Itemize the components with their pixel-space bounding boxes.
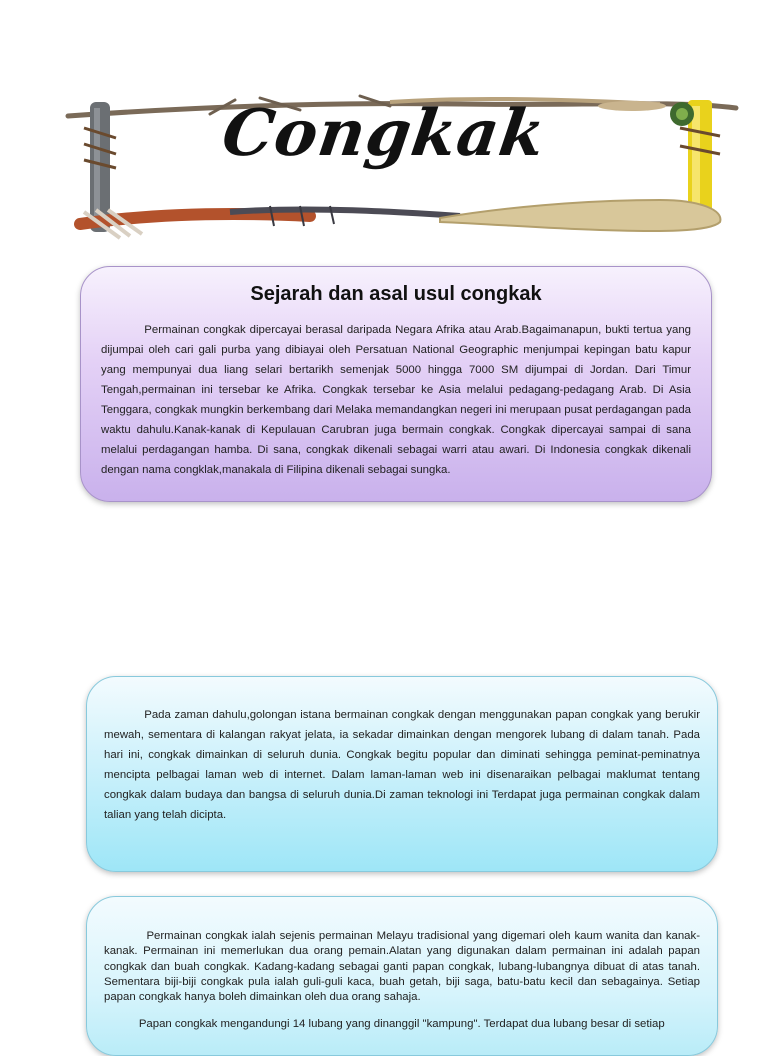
gameplay-text: Permainan congkak ialah sejenis permainan Melayu tradisional yang digemari oleh kaum wanita dan kanak-kanak. Permainan ini memerlukan dua orang pemain.Alatan yang digunakan dalam permainan ini adalah papan congkak dan buah congkak. Kadang-kadang sebagai ganti papan congkak, lubang-lubangnya dibuat di atas tanah. Sementara biji-biji congkak pula ialah guli-guli kaca, buah getah, biji saga, batu-batu kecil dan sebagainya. Setiap papan congkak hanya boleh dimainkan oleh dua orang sahaja. [104,930,701,1004]
gameplay-card [86,896,718,1056]
modern-era-card [86,676,718,872]
gameplay-paragraph-2 [104,1017,700,1032]
history-card [80,266,712,502]
history-paragraph [101,320,691,480]
page-title: Congkak [217,96,551,171]
gameplay-paragraph [104,929,700,1005]
modern-era-text: Pada zaman dahulu,golongan istana bermainan congkak dengan menggunakan papan congkak yang berukir mewah, sementara di kalangan rakyat jelata, ia sekadar dimainkan dengan mengorek lubang di dalam tanah. Pada hari ini, congkak dimainkan di seluruh dunia. Congkak begitu popular dan diminati sehingga peminat-peminatnya mencipta pelbagai laman web di internet. Dalam laman-laman web ini disenaraikan pelbagai maklumat tentang congkak dalam budaya dan bangsa di seluruh dunia.Di zaman teknologi ini Terdapat juga permainan congkak dalam talian yang telah dicipta. [104,709,700,821]
history-text: Permainan congkak dipercayai berasal daripada Negara Afrika atau Arab.Bagaimanapun, bukti tertua yang dijumpai oleh cari gali purba yang dibiayai oleh Persatuan National Geographic menjumpai kepingan batu kapur yang mempunyai dua liang selari bertarikh semenjak 5000 hingga 7000 SM dijumpai di Jordan. Dari Timur Tengah,permainan ini tersebar ke Afrika. Congkak tersebar ke Asia melalui pedagang-pedagang Arab. Di Asia Tenggara, congkak mungkin berkembang dari Melaka memandangkan negeri ini merupaan pusat perdagangan pada waktu dahulu.Kanak-kanak di Kepulauan Carubran juga bermain congkak. Congkak dipercayai sampai di sana melalui perdagangan hamba. Di sana, congkak dikenali sebagai warri atau awari. Di Indonesia congkak dikenali dengan nama congklak,manakala di Filipina dikenali sebagai sungka. [101,324,692,476]
section-heading: Sejarah dan asal usul congkak [250,283,542,305]
gameplay-text-2: Papan congkak mengandungi 14 lubang yang dinanggil "kampung". Terdapat dua lubang besar di setiap [138,1018,665,1031]
modern-era-paragraph [104,705,700,825]
